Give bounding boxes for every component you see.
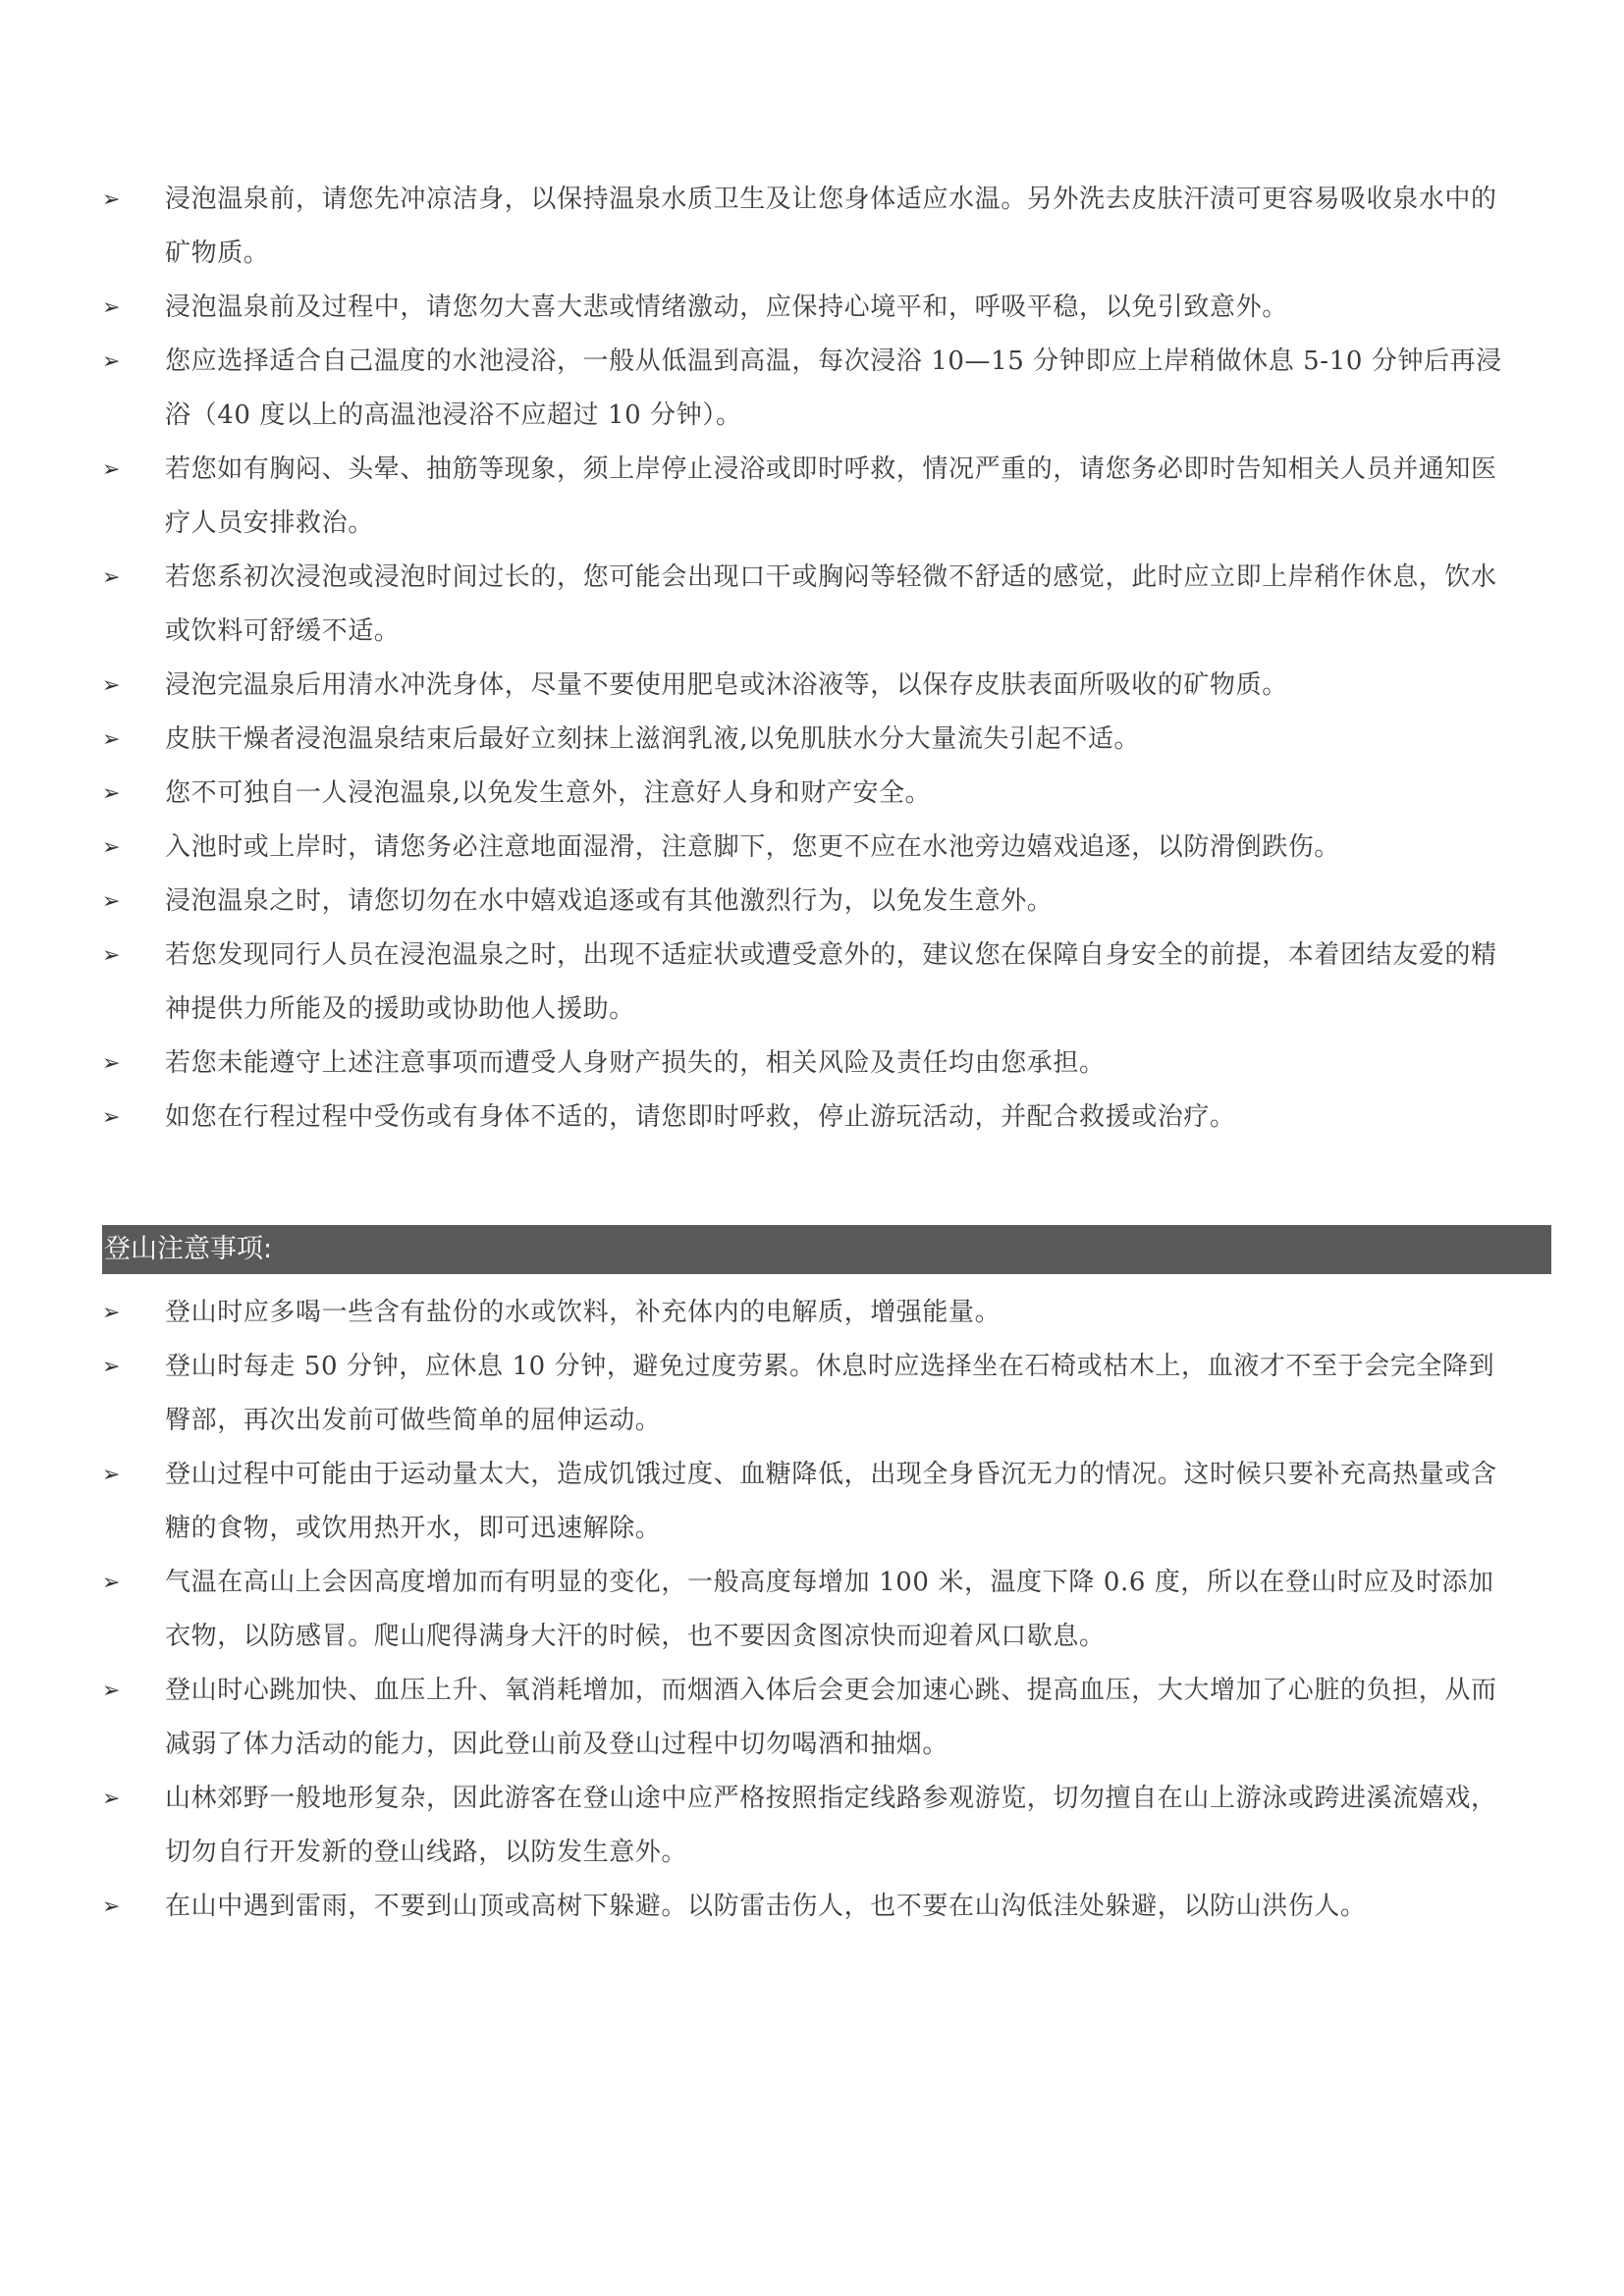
list-item: [98, 335, 1512, 443]
list-item: [98, 659, 1512, 713]
arrowhead-bullet-icon: ➢: [102, 1051, 121, 1076]
list-item-text: 在山中遇到雷雨，不要到山顶或高树下躲避。以防雷击伤人，也不要在山沟低洼处躲避，以防山洪伤人。: [165, 1892, 1367, 1921]
list-item-text: 登山时应多喝一些含有盐份的水或饮料，补充体内的电解质，增强能量。: [165, 1298, 1001, 1327]
hiking-notes-list: [98, 1286, 1512, 1934]
list-item: [98, 1286, 1512, 1340]
arrowhead-bullet-icon: ➢: [102, 889, 121, 914]
list-item-text: 浸泡温泉之时，请您切勿在水中嬉戏追逐或有其他激烈行为，以免发生意外。: [165, 886, 1054, 916]
arrowhead-bullet-icon: ➢: [102, 835, 121, 860]
list-item: [98, 1091, 1512, 1145]
arrowhead-bullet-icon: ➢: [102, 1571, 121, 1595]
list-item-text: 您应选择适合自己温度的水池浸浴，一般从低温到高温，每次浸浴 10—15 分钟即应上岸稍做休息 5-10 分钟后再浸浴（40 度以上的高温池浸浴不应超过 10 分钟）。: [165, 347, 1502, 430]
list-item: [98, 1037, 1512, 1091]
arrowhead-bullet-icon: ➢: [102, 943, 121, 968]
section-title: 登山注意事项:: [104, 1234, 273, 1264]
arrowhead-bullet-icon: ➢: [102, 1105, 121, 1130]
arrowhead-bullet-icon: ➢: [102, 457, 121, 482]
list-item: [98, 1664, 1512, 1772]
list-item: [98, 1880, 1512, 1934]
list-item-text: 浸泡完温泉后用清水冲洗身体，尽量不要使用肥皂或沐浴液等，以保存皮肤表面所吸收的矿物质。: [165, 670, 1288, 700]
list-item: [98, 767, 1512, 821]
list-item: [98, 929, 1512, 1037]
list-item-text: 皮肤干燥者浸泡温泉结束后最好立刻抹上滋润乳液,以免肌肤水分大量流失引起不适。: [165, 724, 1141, 754]
arrowhead-bullet-icon: ➢: [102, 349, 121, 374]
list-item-text: 登山时每走 50 分钟，应休息 10 分钟，避免过度劳累。休息时应选择坐在石椅或枯木上，血液才不至于会完全降到臀部，再次出发前可做些简单的屈伸运动。: [165, 1352, 1495, 1435]
list-item-text: 若您发现同行人员在浸泡温泉之时，出现不适症状或遭受意外的，建议您在保障自身安全的前提，本着团结友爱的精神提供力所能及的援助或协助他人援助。: [165, 940, 1497, 1024]
list-item: [98, 1448, 1512, 1556]
list-item-text: 若您未能遵守上述注意事项而遭受人身财产损失的，相关风险及责任均由您承担。: [165, 1048, 1106, 1078]
list-item-text: 登山时心跳加快、血压上升、氧消耗增加，而烟酒入体后会更会加速心跳、提高血压，大大增加了心脏的负担，从而减弱了体力活动的能力，因此登山前及登山过程中切勿喝酒和抽烟。: [165, 1676, 1497, 1759]
list-item-text: 入池时或上岸时，请您务必注意地面湿滑，注意脚下，您更不应在水池旁边嬉戏追逐，以防滑倒跌伤。: [165, 832, 1341, 862]
list-item: [98, 173, 1512, 281]
list-item: [98, 443, 1512, 551]
list-item-text: 若您如有胸闷、头晕、抽筋等现象，须上岸停止浸浴或即时呼救，情况严重的，请您务必即时告知相关人员并通知医疗人员安排救治。: [165, 454, 1497, 538]
list-item-text: 山林郊野一般地形复杂，因此游客在登山途中应严格按照指定线路参观游览，切勿擅自在山上游泳或跨进溪流嬉戏，切勿自行开发新的登山线路，以防发生意外。: [165, 1784, 1497, 1867]
arrowhead-bullet-icon: ➢: [102, 673, 121, 698]
arrowhead-bullet-icon: ➢: [102, 295, 121, 320]
arrowhead-bullet-icon: ➢: [102, 1679, 121, 1703]
list-item: [98, 1772, 1512, 1880]
list-item: [98, 1340, 1512, 1448]
hot-spring-notes-list: [98, 173, 1512, 1145]
list-item: [98, 713, 1512, 767]
list-item: [98, 551, 1512, 659]
arrowhead-bullet-icon: ➢: [102, 187, 121, 212]
arrowhead-bullet-icon: ➢: [102, 1787, 121, 1811]
arrowhead-bullet-icon: ➢: [102, 727, 121, 752]
list-item-text: 浸泡温泉前，请您先冲凉洁身，以保持温泉水质卫生及让您身体适应水温。另外洗去皮肤汗渍可更容易吸收泉水中的矿物质。: [165, 185, 1497, 268]
list-item: [98, 875, 1512, 929]
list-item: [98, 1556, 1512, 1664]
arrowhead-bullet-icon: ➢: [102, 1463, 121, 1487]
list-item-text: 气温在高山上会因高度增加而有明显的变化，一般高度每增加 100 米，温度下降 0.6 度，所以在登山时应及时添加衣物，以防感冒。爬山爬得满身大汗的时候，也不要因贪图凉快而迎着风口歇息。: [165, 1568, 1494, 1651]
list-item-text: 若您系初次浸泡或浸泡时间过长的，您可能会出现口干或胸闷等轻微不舒适的感觉，此时应立即上岸稍作休息，饮水或饮料可舒缓不适。: [165, 562, 1497, 646]
list-item-text: 如您在行程过程中受伤或有身体不适的，请您即时呼救，停止游玩活动，并配合救援或治疗。: [165, 1102, 1236, 1132]
list-item-text: 浸泡温泉前及过程中，请您勿大喜大悲或情绪激动，应保持心境平和，呼吸平稳，以免引致意外。: [165, 293, 1288, 322]
list-item-text: 您不可独自一人浸泡温泉,以免发生意外，注意好人身和财产安全。: [165, 778, 932, 808]
list-item: [98, 821, 1512, 875]
arrowhead-bullet-icon: ➢: [102, 565, 121, 590]
arrowhead-bullet-icon: ➢: [102, 781, 121, 806]
list-item: [98, 281, 1512, 335]
hiking-section-header: [102, 1225, 1551, 1274]
arrowhead-bullet-icon: ➢: [102, 1895, 121, 1919]
arrowhead-bullet-icon: ➢: [102, 1355, 121, 1379]
list-item-text: 登山过程中可能由于运动量太大，造成饥饿过度、血糖降低，出现全身昏沉无力的情况。这时候只要补充高热量或含糖的食物，或饮用热开水，即可迅速解除。: [165, 1460, 1497, 1543]
arrowhead-bullet-icon: ➢: [102, 1301, 121, 1325]
